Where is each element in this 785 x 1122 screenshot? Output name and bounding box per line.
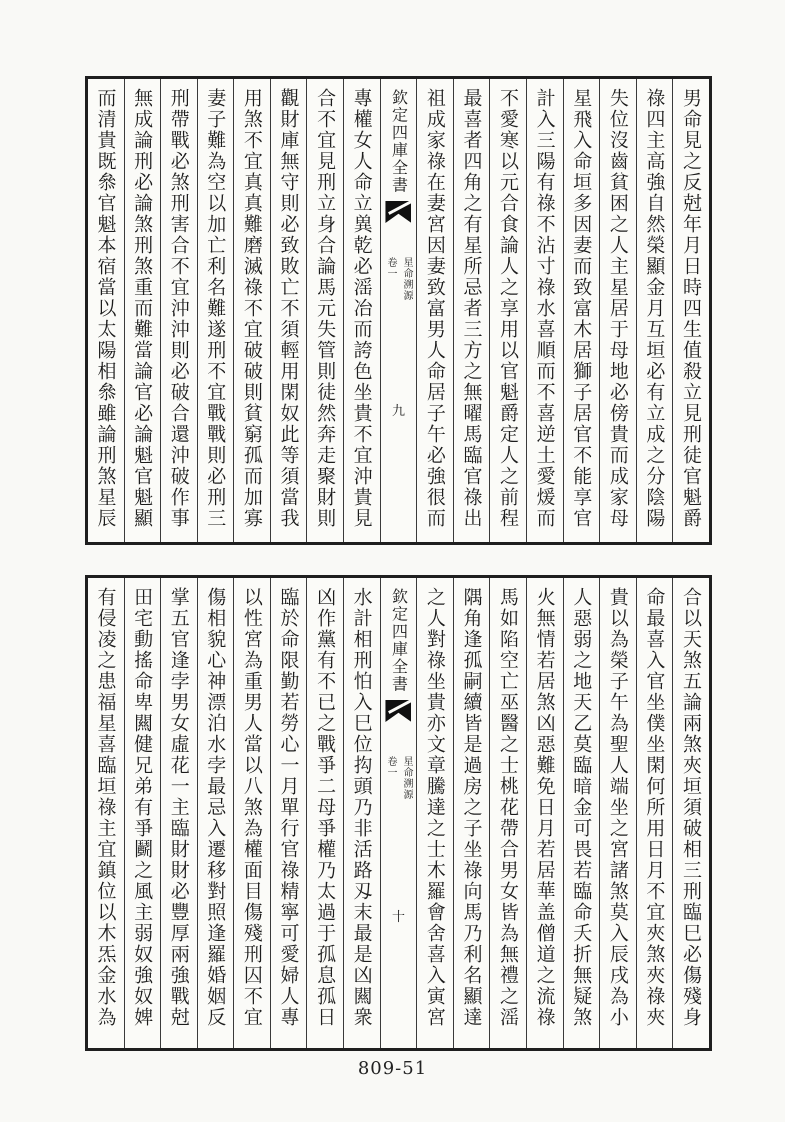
text-column: 刑帶戰必煞刑害合不宜沖沖則必破合還沖破作事 [160,79,197,542]
juan-label-small: 卷一 [384,257,396,279]
text-columns-top [88,79,709,542]
text-column: 用煞不宜真真難磨滅祿不宜破破則貧窮孤而加寡 [233,79,270,542]
text-column: 隅角逢孤嗣續皆是過房之子坐祿向馬乃利名顯達 [453,578,490,1048]
book-juan-label [384,257,413,301]
text-column: 而清貴既叅官魁本宿當以太陽相叅雖論刑煞星辰 [94,88,117,529]
title-column [380,79,417,542]
folio-number: 十 [391,910,405,925]
text-column: 祖成家祿在妻宮因妻致富男人命居子午必強很而 [416,79,453,542]
book-juan-label [384,756,413,800]
text-column: 合以天煞五論兩煞夾垣須破相三刑臨巳必傷殘身 [672,578,709,1048]
text-column: 命最喜入官坐僕坐閑何所用日月不宜夾煞夾祿夾 [636,578,673,1048]
text-column: 馬如陷空亡巫醫之士桃花帶合男女皆為無禮之滛 [489,578,526,1048]
text-column: 觀財庫無守則必致敗亡不須輕用閑奴此等須當我 [270,79,307,542]
text-column: 計入三陽有祿不沾寸祿水喜順而不喜逆土愛煖而 [526,79,563,542]
text-column: 人惡弱之地天乙莫臨暗金可畏若臨命夭折無疑煞 [563,578,600,1048]
text-column: 之人對祿坐貴亦文章騰達之士木羅會舍喜入寅宮 [416,578,453,1048]
fishtail-ornament-icon [385,201,411,223]
juan-label-small: 卷一 [384,756,396,778]
page-frame-top [85,76,712,545]
text-column: 掌五官逢孛男女虛花一主臨財財必豐厚兩強戰尅 [160,578,197,1048]
text-column: 專權女人命立兾乾必滛冶而誇色坐貴不宜沖貴見 [343,79,380,542]
siku-title: 欽定四庫全書 [389,89,409,194]
text-column: 臨於命限勤若勞心一月單行官祿精寧可愛婦人專 [270,578,307,1048]
text-column: 不愛寒以元合食論人之享用以官魁爵定人之前程 [489,79,526,542]
plate-number: 809-51 [357,1058,428,1079]
text-column: 田宅動搖命卑闗健兄弟有爭鬬之風主弱奴強奴婢 [124,578,161,1048]
text-column: 貴以為榮子午為聖人端坐之宮諸煞莫入辰戌為小 [599,578,636,1048]
book-title-small: 星命溯源 [400,257,412,301]
page-frame-bottom [85,575,712,1051]
text-column: 凶作黨有不已之戰爭二母爭權乃太過于孤息孤日 [306,578,343,1048]
text-column: 祿四主高強自然榮顯金月互垣必有立成之分陰陽 [636,79,673,542]
siku-title: 欽定四庫全書 [389,588,409,693]
text-column: 火無情若居煞凶惡難免日月若居華盖僧道之流祿 [526,578,563,1048]
folio-number: 九 [391,404,405,419]
text-column: 水計相刑怕入巳位抅頭乃非活路刄末最是凶闗衆 [343,578,380,1048]
text-column: 傷相貌心神漂泊水孛最忌入遷移對照逢羅婚姻反 [197,578,234,1048]
fishtail-ornament-icon [385,700,411,722]
title-column [380,578,417,1048]
text-column: 合不宜見刑立身合論馬元失管則徒然奔走聚財則 [306,79,343,542]
text-column: 以性宮為重男人當以八煞為權面目傷殘刑囚不宜 [233,578,270,1048]
text-column: 失位沒齒貧困之人主星居于母地必傍貴而成家母 [599,79,636,542]
text-column: 有侵凌之患福星喜臨垣祿主宜鎮位以木炁金水為 [94,587,117,1028]
text-column: 妻子難為空以加亡利名難遂刑不宜戰戰則必刑三 [197,79,234,542]
text-columns-bottom [88,578,709,1048]
text-column: 無成論刑必論煞刑煞重而難當論官必論魁官魁顯 [124,79,161,542]
text-column: 星飛入命垣多因妻而致富木居獅子居官不能享官 [563,79,600,542]
text-column: 最喜者四角之有星所忌者三方之無曜馬臨官祿出 [453,79,490,542]
book-title-small: 星命溯源 [400,756,412,800]
text-column: 男命見之反尅年月日時四生值殺立見刑徒官魁爵 [672,79,709,542]
